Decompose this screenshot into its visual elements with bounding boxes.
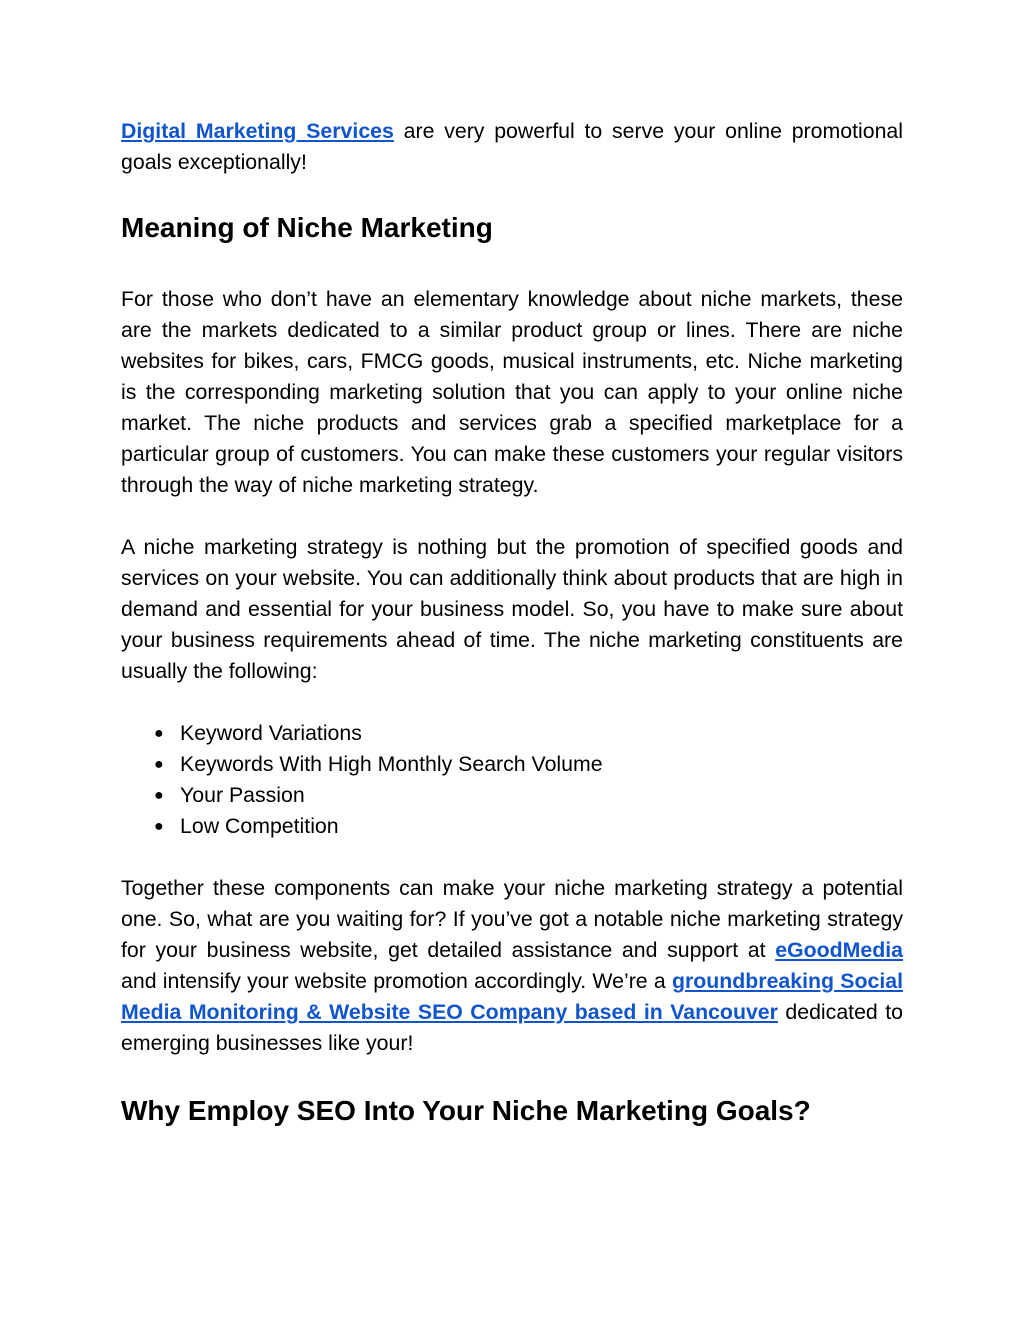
paragraph-together [121, 873, 903, 1059]
list-item-label: Keywords With High Monthly Search Volume [180, 752, 603, 776]
egoodmedia-link[interactable]: eGoodMedia [775, 938, 903, 962]
paragraph-text: Together these components can make your niche marketing strategy a potential one. So, what are you waiting for? If you’ve got a notable niche marketing strategy for your business website, get detailed assistance and support at [121, 876, 903, 962]
paragraph-niche-strategy: A niche marketing strategy is nothing but the promotion of specified goods and services on your website. You can additionally think about products that are high in demand and essential for your business model. So, you have to make sure about your business requirements ahead of time. The niche marketing constituents are usually the following: [121, 535, 903, 683]
list-item-label: Keyword Variations [180, 721, 362, 745]
seo-company-link[interactable]: groundbreaking Social Media Monitoring & Website SEO Company based in Vancouver [121, 969, 903, 1024]
list-item [121, 718, 903, 749]
bullet-icon: ● [154, 787, 164, 804]
heading-why-employ-seo: Why Employ SEO Into Your Niche Marketing Goals? [121, 1095, 811, 1126]
paragraph-text: and intensify your website promotion accordingly. We’re a [121, 969, 672, 993]
list-item [121, 780, 903, 811]
list-item-label: Your Passion [180, 783, 305, 807]
paragraph-niche-markets: For those who don’t have an elementary knowledge about niche markets, these are the markets dedicated to a similar product group or lines. There are niche websites for bikes, cars, FMCG goods, musical instruments, etc. Niche marketing is the corresponding marketing solution that you can apply to your online niche market. The niche products and services grab a specified marketplace for a particular group of customers. You can make these customers your regular visitors through the way of niche marketing strategy. [121, 287, 903, 497]
constituents-list [121, 718, 903, 842]
intro-text: are very powerful to serve your online promotional goals exceptionally! [121, 119, 903, 174]
list-item-label: Low Competition [180, 814, 339, 838]
bullet-icon: ● [154, 725, 164, 742]
list-item [121, 749, 903, 780]
intro-paragraph [121, 116, 903, 178]
bullet-icon: ● [154, 756, 164, 773]
bullet-icon: ● [154, 818, 164, 835]
paragraph-text: dedicated to emerging businesses like your! [121, 1000, 903, 1055]
document-page [121, 116, 903, 1129]
list-item [121, 811, 903, 842]
heading-meaning-of-niche-marketing: Meaning of Niche Marketing [121, 212, 493, 243]
digital-marketing-services-link[interactable]: Digital Marketing Services [121, 119, 394, 143]
